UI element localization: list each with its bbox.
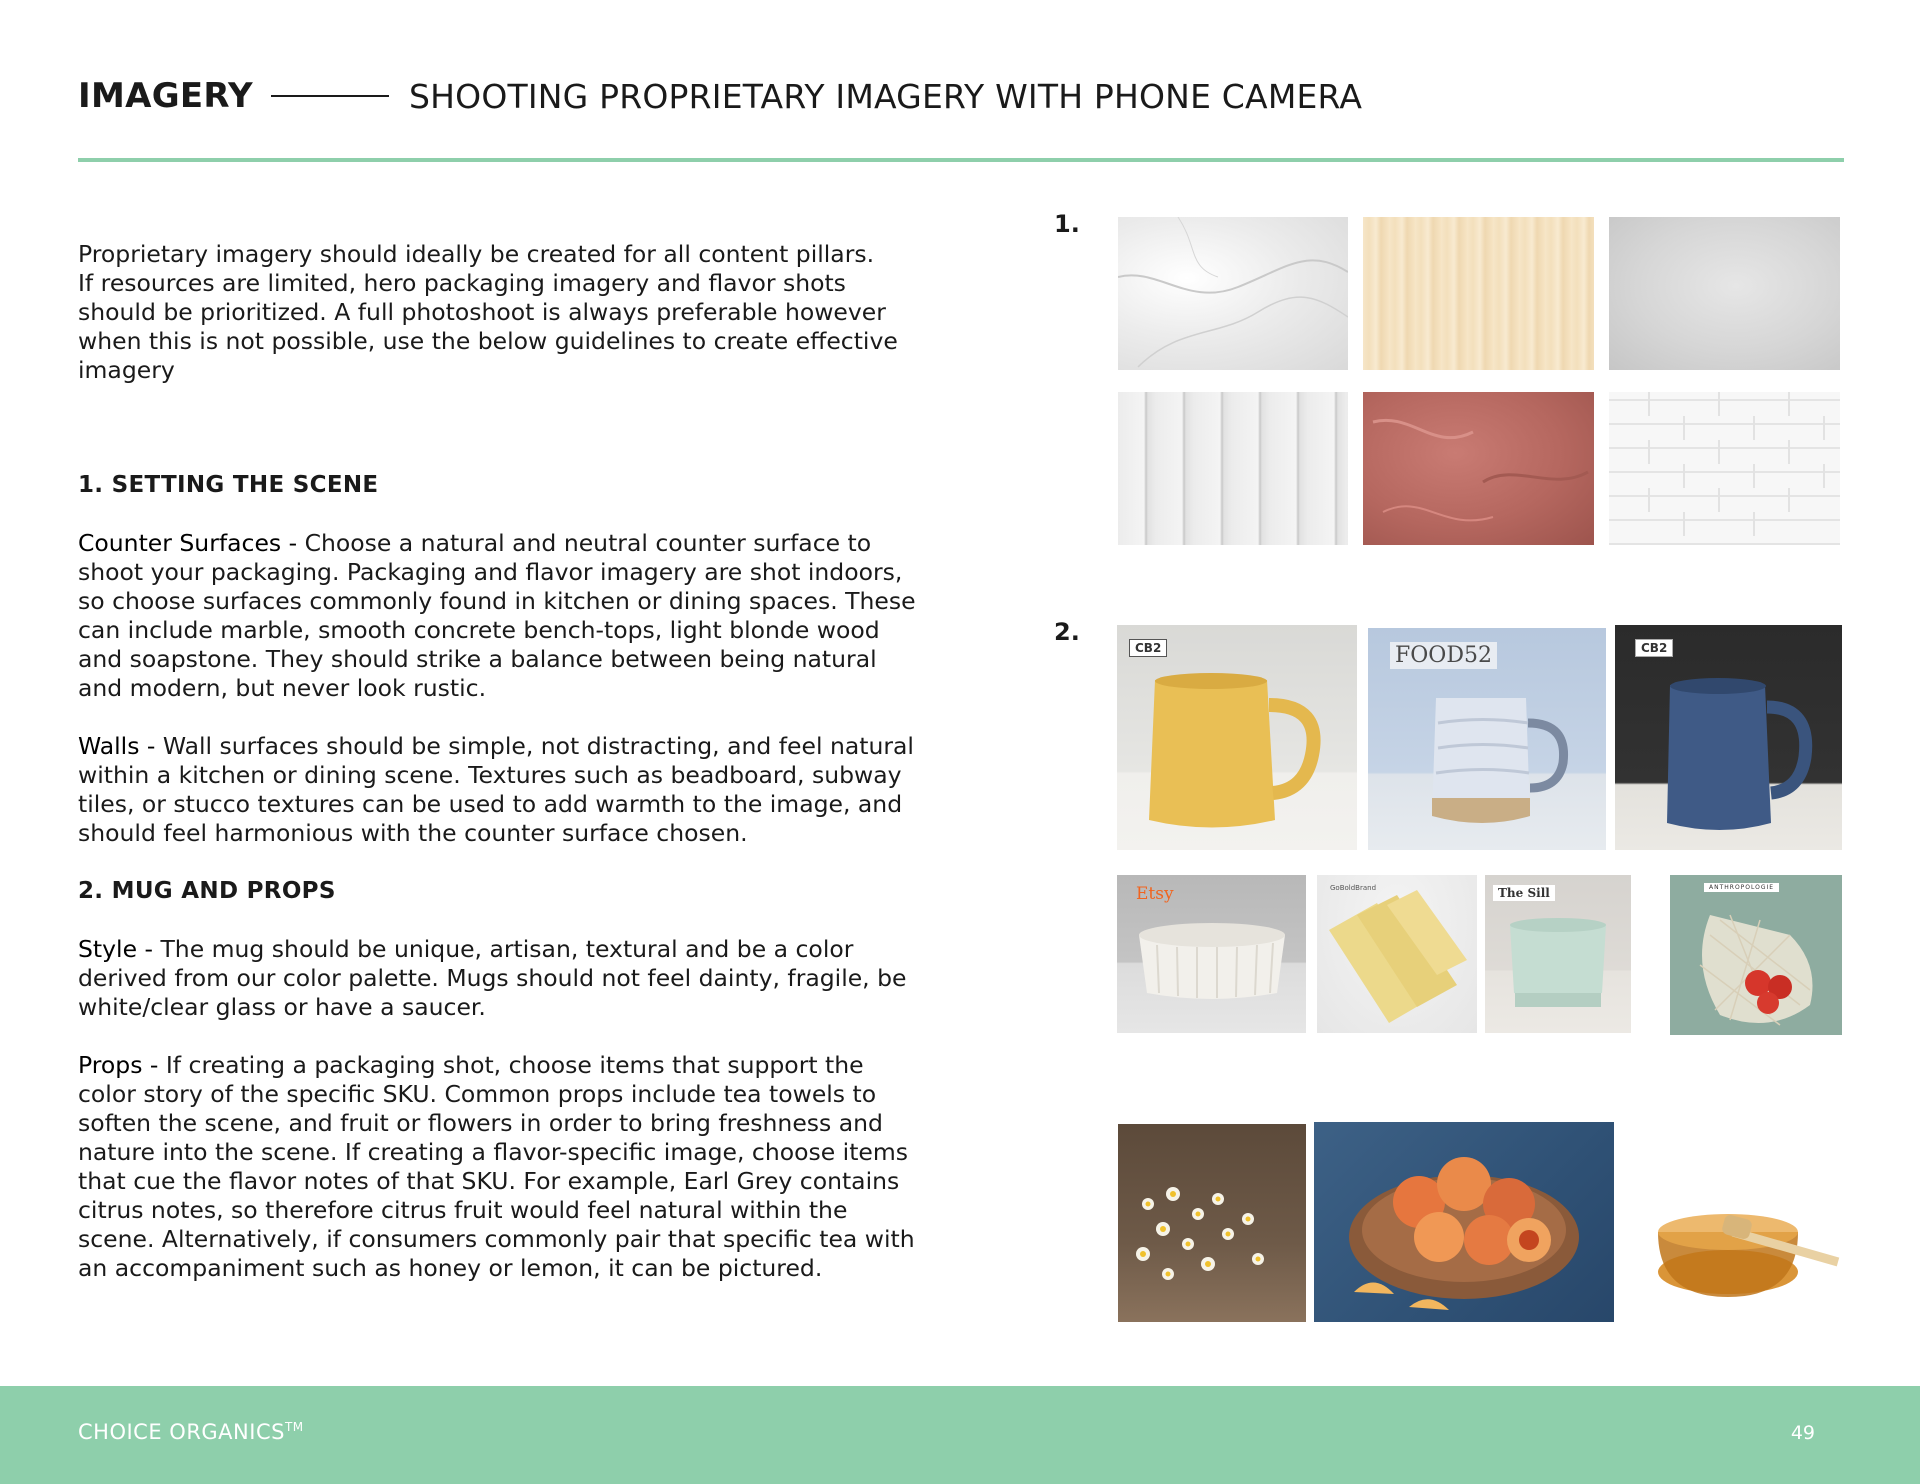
paragraph-body: Wall surfaces should be simple, not distracting, and feel natural within a kitchen or dining scene. Textures such as beadboard, subway tiles, or stucco textures can be used to add warmth to the image, and should feel harmonious with the counter surface chosen. (78, 732, 914, 847)
paragraph-body: If creating a packaging shot, choose items that support the color story of the specific SKU. Common props include tea towels to soften the scene, and fruit or flowers in order to bring freshness and nature into the scene. If creating a flavor-specific image, choose items that cue the flavor notes of that SKU. For example, Earl Grey contains citrus notes, so therefore citrus fruit would feel natural within the scene. Alternatively, if consumers commonly pair that specific tea with an accompaniment such as honey or lemon, it can be pictured. (78, 1051, 915, 1282)
footer-trademark: TM (284, 1420, 304, 1434)
marble-surface-image (1118, 217, 1348, 370)
peaches-bowl-image (1314, 1122, 1614, 1322)
page-header (78, 72, 1362, 120)
ribbed-bowl-image (1117, 875, 1306, 1033)
brand-label-food52: FOOD52 (1390, 642, 1497, 669)
honey-jar-image (1623, 1122, 1842, 1322)
text-column (78, 240, 918, 1283)
planter-pot-image (1485, 875, 1631, 1033)
section-label: IMAGERY (78, 76, 253, 116)
page-footer (0, 1386, 1920, 1484)
page-title: SHOOTING PROPRIETARY IMAGERY WITH PHONE CAMERA (408, 76, 1363, 116)
footer-brand (78, 1420, 304, 1444)
intro-paragraph: Proprietary imagery should ideally be created for all content pillars. If resources are limited, hero packaging imagery and flavor shots should be prioritized. A full photoshoot is always preferable however when this is not possible, use the below guidelines to create effective imagery (78, 240, 898, 384)
brand-label-anthropologie: ANTHROPOLOGIE (1704, 883, 1779, 892)
blonde-wood-surface-image (1363, 217, 1594, 370)
chamomile-flowers-image (1118, 1124, 1306, 1322)
gallery-number-2: 2. (1054, 618, 1080, 646)
brand-label-gotowel: GoBoldBrand (1330, 884, 1377, 892)
brand-label-cb2: CB2 (1635, 639, 1673, 657)
yellow-mug-image (1117, 625, 1357, 850)
paragraph-props (78, 1051, 918, 1283)
page-number: 49 (1790, 1422, 1815, 1444)
tea-towels-image (1317, 875, 1477, 1033)
gallery-number-1: 1. (1054, 210, 1080, 238)
paragraph-body: The mug should be unique, artisan, textural and be a color derived from our color palette. Mugs should not feel dainty, fragile, be white/clear glass or have a saucer. (78, 935, 907, 1021)
concrete-surface-image (1609, 217, 1840, 370)
brand-label-etsy: Etsy (1136, 884, 1174, 904)
dark-blue-mug-image (1615, 625, 1842, 850)
brand-label-thesill: The Sill (1493, 885, 1555, 901)
paragraph-body: Choose a natural and neutral counter surface to shoot your packaging. Packaging and flavor imagery are shot indoors, so choose surfaces commonly found in kitchen or dining spaces. These can include marble, smooth concrete bench-tops, light blonde wood and soapstone. They should strike a balance between being natural and modern, but never look rustic. (78, 529, 916, 702)
subway-tile-wall-image (1609, 392, 1840, 545)
stucco-wall-image (1363, 392, 1594, 545)
section-heading-setting-scene: 1. SETTING THE SCENE (78, 472, 379, 498)
blue-white-mug-image (1368, 628, 1606, 850)
paragraph-lead: Walls - (78, 732, 163, 760)
paragraph-lead: Style - (78, 935, 161, 963)
paragraph-lead: Counter Surfaces - (78, 529, 305, 557)
paragraph-style (78, 935, 918, 1022)
paragraph-walls (78, 732, 918, 848)
paragraph-lead: Props - (78, 1051, 166, 1079)
paragraph-counter-surfaces (78, 529, 918, 703)
footer-brand-name: CHOICE ORGANICS (78, 1420, 285, 1444)
brand-label-cb2: CB2 (1129, 639, 1167, 657)
header-accent-rule (78, 158, 1844, 162)
header-divider (271, 95, 389, 97)
mesh-bag-fruit-image (1670, 875, 1842, 1035)
beadboard-wall-image (1118, 392, 1348, 545)
section-heading-mug-props: 2. MUG AND PROPS (78, 878, 336, 904)
